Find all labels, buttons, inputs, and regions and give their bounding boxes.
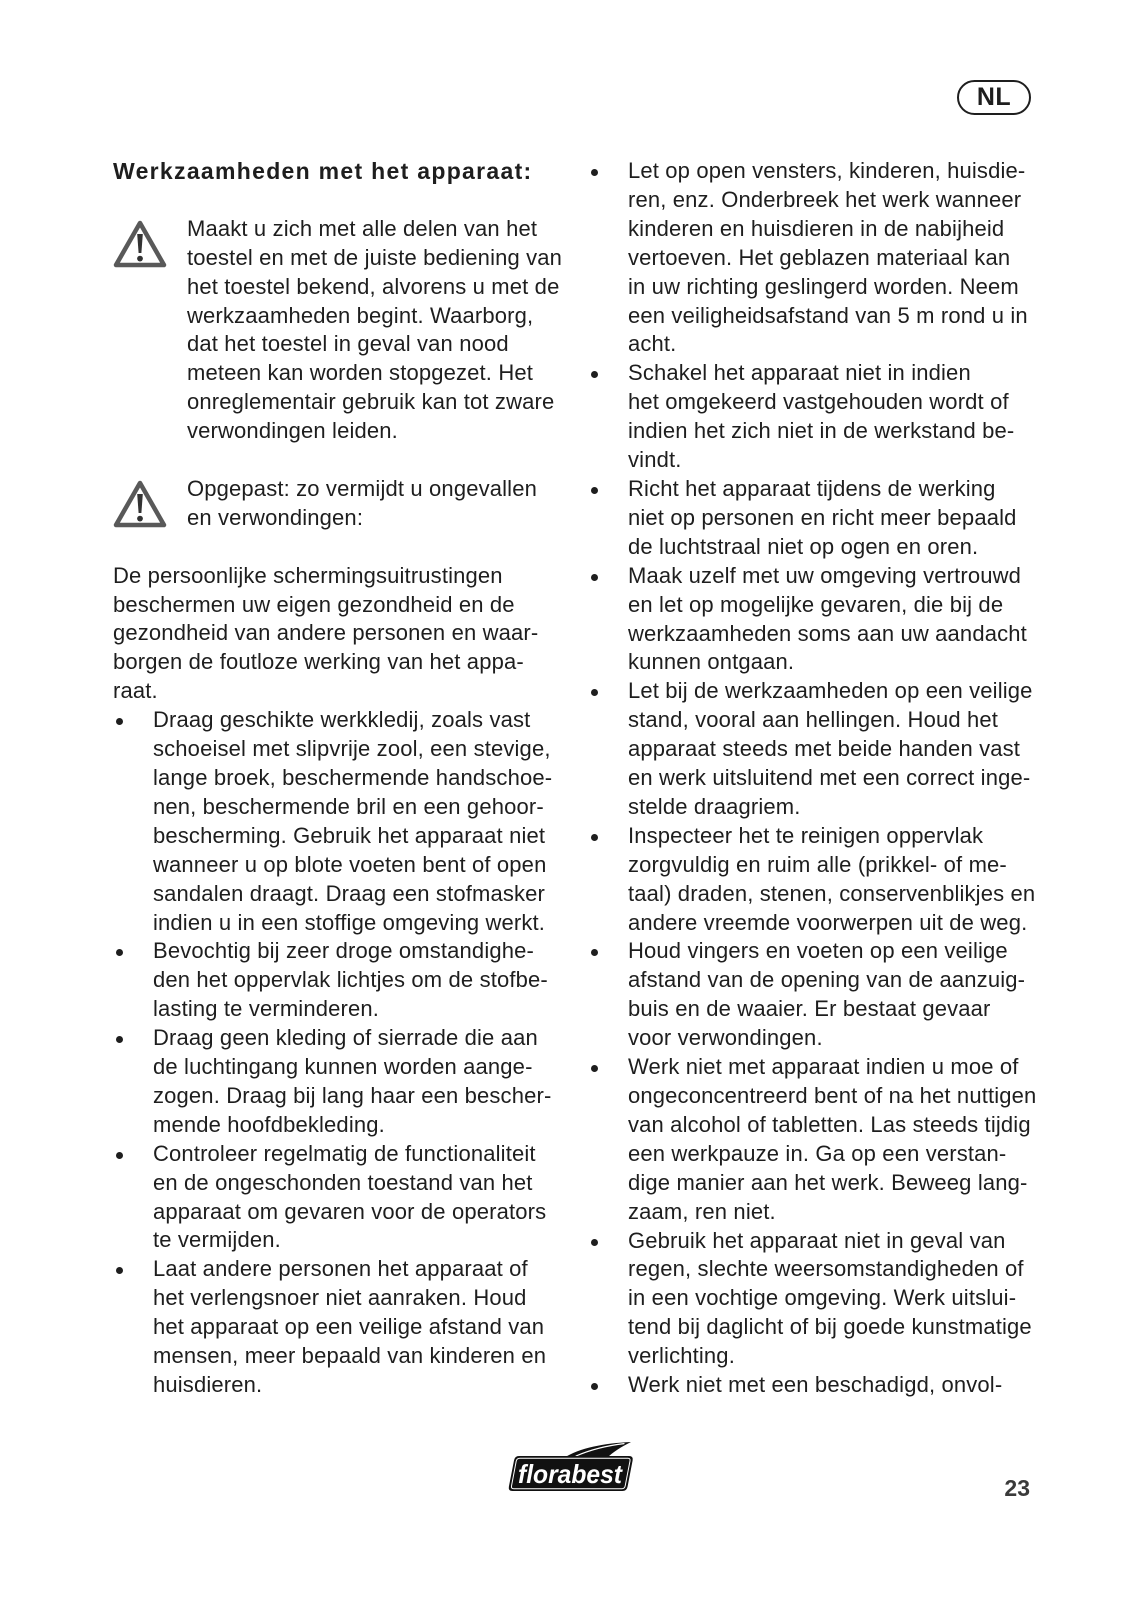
bullet-icon [116, 718, 123, 725]
bullet-icon [591, 1383, 598, 1390]
right-column [588, 157, 1058, 1400]
logo-text: florabest [518, 1459, 624, 1489]
florabest-logo [508, 1441, 634, 1493]
bullet-icon [116, 1267, 123, 1274]
bullet-icon [591, 487, 598, 494]
bullet-list [113, 706, 573, 1400]
bullet-item [588, 1053, 1058, 1226]
bullet-list [588, 157, 1058, 1400]
bullet-text: Gebruik het apparaat niet in geval van regen, slechte weersomstandigheden of in een vochtige omgeving. Werk uitslui- tend bij daglicht of bij goede kunstmatige verlichting. [628, 1227, 1032, 1369]
bullet-icon [591, 689, 598, 696]
bullet-item [113, 1255, 573, 1400]
bullet-icon [591, 949, 598, 956]
bullet-icon [116, 949, 123, 956]
bullet-item [588, 157, 1058, 359]
bullet-text: Draag geschikte werkkledij, zoals vast schoeisel met slipvrije zool, een stevige, lange broek, beschermende handschoe- nen, beschermende bril en een gehoor- bescherming. Gebruik het apparaat niet wanneer u op blote voeten bent of open sandalen draagt. Draag een stofmasker indien u in een stoffige omgeving werkt. [153, 707, 553, 935]
bullet-item [588, 359, 1058, 475]
bullet-icon [591, 834, 598, 841]
intro-paragraph: De persoonlijke schermingsuitrustingen beschermen uw eigen gezondheid en de gezondheid van andere personen en waar- borgen de foutloze werking van het appa- raat. [113, 562, 539, 704]
bullet-text: Bevochtig bij zeer droge omstandighe- den het oppervlak lichtjes om de stofbe- lasting te verminderen. [153, 938, 548, 1022]
bullet-item [588, 562, 1058, 678]
bullet-icon [591, 1239, 598, 1246]
bullet-item [113, 706, 573, 937]
bullet-text: Laat andere personen het apparaat of het verlengsnoer niet aanraken. Houd het apparaat op een veilige afstand van mensen, meer bepaald van kinderen en huisdieren. [153, 1256, 547, 1397]
bullet-icon [591, 1065, 598, 1072]
bullet-item [588, 937, 1058, 1053]
bullet-text: Inspecteer het te reinigen oppervlak zorgvuldig en ruim alle (prikkel- of me- taal) draden, stenen, conservenblikjes en andere vreemde voorwerpen uit de weg. [628, 822, 1036, 935]
bullet-icon [591, 371, 598, 378]
bullet-text: Schakel het apparaat niet in indien het omgekeerd vastgehouden wordt of indien het zich niet in de werkstand be- vindt. [628, 360, 1015, 473]
bullet-text: Houd vingers en voeten op een veilige afstand van de opening van de aanzuig- buis en de waaier. Er bestaat gevaar voor verwondingen. [628, 938, 1026, 1051]
warning-triangle-icon [113, 479, 167, 529]
warning-notice [113, 475, 573, 533]
bullet-text: Maak uzelf met uw omgeving vertrouwd en let op mogelijke gevaren, die bij de werkzaamheden soms aan uw aandacht kunnen ontgaan. [628, 562, 1027, 675]
bullet-icon [116, 1152, 123, 1159]
warning-text: Maakt u zich met alle delen van het toestel en met de juiste bediening van het toestel bekend, alvorens u met de werkzaamheden begint. Waarborg, dat het toestel in geval van nood meteen kan worden stopgezet. Het onreglementair gebruik kan tot zware verwondingen leiden. [187, 215, 563, 444]
bullet-icon [591, 169, 598, 176]
section-heading: Werkzaamheden met het apparaat: [113, 158, 533, 184]
bullet-item [588, 677, 1058, 822]
bullet-item [588, 1371, 1058, 1400]
bullet-text: Werk niet met apparaat indien u moe of ongeconcentreerd bent of na het nuttigen van alcohol of tabletten. Las steeds tijdig een werkpauze in. Ga op een verstan- dige manier aan het werk. Beweeg lang- zaam, ren niet. [628, 1054, 1037, 1224]
bullet-icon [116, 1036, 123, 1043]
bullet-item [113, 1140, 573, 1256]
warning-notice [113, 215, 573, 446]
bullet-text: Richt het apparaat tijdens de werking niet op personen en richt meer bepaald de luchtstraal niet op ogen en oren. [628, 475, 1017, 559]
bullet-text: Let op open vensters, kinderen, huisdie- ren, enz. Onderbreek het werk wanneer kinderen en huisdieren in de nabijheid vertoeven. Het geblazen materiaal kan in uw richting geslingerd worden. Neem een veiligheidsafstand van 5 m rond u in acht. [628, 158, 1028, 357]
bullet-item [113, 937, 573, 1024]
bullet-item [113, 1024, 573, 1140]
page-number: 23 [1004, 1475, 1030, 1501]
bullet-item [588, 1227, 1058, 1372]
bullet-item [588, 822, 1058, 938]
bullet-text: Draag geen kleding of sierrade die aan de luchtingang kunnen worden aange- zogen. Draag bij lang haar een bescher- mende hoofdbekleding. [153, 1025, 552, 1137]
bullet-text: Werk niet met een beschadigd, onvol- [628, 1372, 1003, 1398]
warning-triangle-icon [113, 219, 167, 269]
warning-text: Opgepast: zo vermijdt u ongevallen en verwondingen: [187, 475, 537, 530]
bullet-item [588, 475, 1058, 562]
bullet-text: Let bij de werkzaamheden op een veilige stand, vooral aan hellingen. Houd het apparaat steeds met beide handen vast en werk uitsluitend met een correct inge- stelde draagriem. [628, 678, 1033, 819]
language-badge: NL [957, 80, 1031, 115]
left-column [113, 157, 573, 1400]
bullet-text: Controleer regelmatig de functionaliteit en de ongeschonden toestand van het apparaat om gevaren voor de operators te vermijden. [153, 1140, 547, 1253]
bullet-icon [591, 574, 598, 581]
